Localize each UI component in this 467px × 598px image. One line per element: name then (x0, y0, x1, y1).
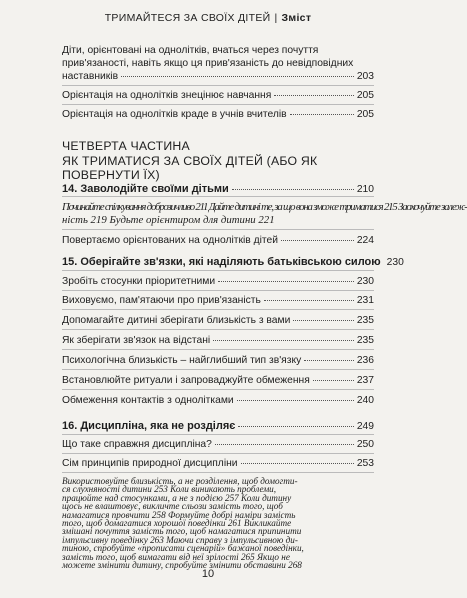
toc-entry-line: прив'язаності, навіть якщо ця прив'язаність до невідповідних (62, 58, 354, 69)
divider (62, 434, 374, 435)
subtopics-line: тиною, спробуйте «прописати сценарій» бажаної поведінки, (62, 543, 304, 554)
chapter-entry[interactable] (62, 256, 404, 268)
leader-dots (290, 114, 354, 115)
subtopics-line: ся слухняності дитини 253 Коли виникають проблеми, (62, 484, 277, 495)
toc-entry-page: 240 (356, 395, 374, 406)
leader-dots (218, 281, 354, 282)
toc-entry[interactable] (62, 71, 374, 82)
leader-dots (241, 463, 354, 464)
leader-dots (264, 300, 354, 301)
toc-entry-page: 235 (356, 315, 374, 326)
divider (62, 329, 374, 330)
subtopics-line: того, щоб домагатися хорошої поведінки 261 Викликайте (62, 518, 292, 528)
toc-entry[interactable] (62, 458, 374, 469)
running-header-title: ТРИМАЙТЕСЯ ЗА СВОЇХ ДІТЕЙ (104, 12, 271, 24)
divider (62, 104, 374, 105)
toc-entry-title: Орієнтація на однолітків краде в учнів вчителів (62, 109, 287, 120)
leader-dots (121, 76, 354, 77)
chapter-title: 16. Дисципліна, яка не розділяє (62, 420, 236, 432)
toc-entry-page: 205 (356, 90, 374, 101)
running-header-section: Зміст (281, 12, 312, 24)
divider (62, 290, 374, 291)
divider (62, 270, 374, 271)
toc-entry[interactable] (62, 276, 374, 287)
leader-dots (238, 426, 353, 427)
chapter-page: 249 (356, 421, 374, 432)
divider (62, 196, 374, 197)
divider (62, 389, 374, 390)
running-header (0, 12, 416, 24)
subtopics-line: Використовуйте близькість, а не розділення, щоб домогти- (62, 476, 298, 486)
chapter-title: 15. Оберігайте зв'язки, які наділяють батьківською силою (62, 256, 381, 268)
chapter-entry[interactable] (62, 183, 374, 195)
header-separator: | (274, 12, 278, 24)
leader-dots (293, 320, 353, 321)
toc-entry-page: 224 (356, 235, 374, 246)
leader-dots (215, 444, 354, 445)
leader-dots (274, 95, 353, 96)
toc-entry[interactable] (62, 395, 374, 406)
part-title: ЯК ТРИМАТИСЯ ЗА СВОЇХ ДІТЕЙ (АБО ЯК ПОВЕРНУТИ ЇХ) (62, 154, 318, 182)
subtopics-line: щось не влаштовує, викличте сльози замість того, щоб (62, 501, 283, 512)
part-number: ЧЕТВЕРТА ЧАСТИНА (62, 139, 190, 153)
leader-dots (313, 380, 354, 381)
chapter-title: 14. Заволодійте своїми дітьми (62, 183, 229, 195)
toc-entry-page: 205 (356, 109, 374, 120)
chapter-entry[interactable] (62, 420, 374, 432)
toc-entry-title: Допомагайте дитині зберігати близькість з вами (62, 315, 291, 326)
leader-dots (213, 340, 354, 341)
toc-entry-page: 250 (356, 439, 374, 450)
toc-entry-line: Діти, орієнтовані на однолітків, вчаться через почуття (62, 45, 319, 56)
subtopics-line: Починайте спілкування доброзичливо 211 Дайте дитині те, за що вона зможе триматися 215 Заохочуйте залеж- (62, 201, 467, 213)
divider (62, 85, 374, 86)
toc-entry-title: Зробіть стосунки пріоритетними (62, 276, 216, 287)
toc-entry-title: Орієнтація на однолітків знецінює навчання (62, 90, 272, 101)
toc-entry[interactable] (62, 375, 374, 386)
divider (62, 472, 374, 473)
toc-entry-title: Встановлюйте ритуали і запроваджуйте обмеження (62, 375, 310, 386)
page-number: 10 (201, 568, 215, 580)
toc-entry[interactable] (62, 295, 374, 306)
subtopics-line: ність 219 Будьте орієнтиром для дитини 221 (62, 214, 275, 226)
leader-dots (237, 400, 354, 401)
toc-entry-title: Що таке справжня дисципліна? (62, 439, 212, 450)
chapter-page: 230 (386, 257, 404, 268)
toc-entry-title: Повертаємо орієнтованих на однолітків дітей (62, 235, 278, 246)
toc-entry-page: 253 (356, 458, 374, 469)
leader-dots (281, 240, 354, 241)
leader-dots (232, 189, 354, 190)
toc-entry[interactable] (62, 109, 374, 120)
toc-entry[interactable] (62, 90, 374, 101)
toc-entry[interactable] (62, 335, 374, 346)
toc-entry[interactable] (62, 439, 374, 450)
subtopics-line: намагатися провчити 258 Формуйте добрі наміри замість (62, 509, 296, 520)
divider (62, 453, 374, 454)
toc-entry[interactable] (62, 355, 374, 366)
toc-entry[interactable] (62, 235, 374, 246)
subtopics-line: імпульсивну поведінку 263 Маючи справу з імпульсивною ди- (62, 534, 298, 545)
toc-entry-title: Психологічна близькість – найглибший тип зв'язку (62, 355, 302, 366)
divider (62, 309, 374, 310)
toc-entry-title: Виховуємо, пам'ятаючи про прив'язаність (62, 295, 261, 306)
toc-entry-title: Обмеження контактів з однолітками (62, 395, 234, 406)
toc-entry-page: 231 (356, 295, 374, 306)
toc-entry[interactable] (62, 315, 374, 326)
subtopics-line: можете змінити дитину, спробуйте змінити обставини 268 (62, 560, 302, 570)
toc-entry-page: 230 (356, 276, 374, 287)
toc-entry-page: 235 (356, 335, 374, 346)
toc-entry-title: Як зберігати зв'язок на відстані (62, 335, 211, 346)
divider (62, 369, 374, 370)
toc-entry-page: 236 (356, 355, 374, 366)
subtopics-line: працюйте над стосунками, а не з подією 257 Коли дитину (62, 492, 292, 503)
toc-entry-page: 237 (356, 375, 374, 386)
toc-entry-title: наставників (62, 71, 119, 82)
subtopics-line: змішані почуття замість того, щоб намагатися припинити (62, 526, 302, 537)
divider (62, 349, 374, 350)
leader-dots (304, 360, 354, 361)
toc-entry-page: 203 (356, 71, 374, 82)
divider (62, 229, 374, 230)
subtopics-line: замість того, щоб вимагати від неї зрілості 265 Якщо не (62, 551, 290, 562)
chapter-page: 210 (356, 184, 374, 195)
toc-entry-title: Сім принципів природної дисципліни (62, 458, 238, 469)
